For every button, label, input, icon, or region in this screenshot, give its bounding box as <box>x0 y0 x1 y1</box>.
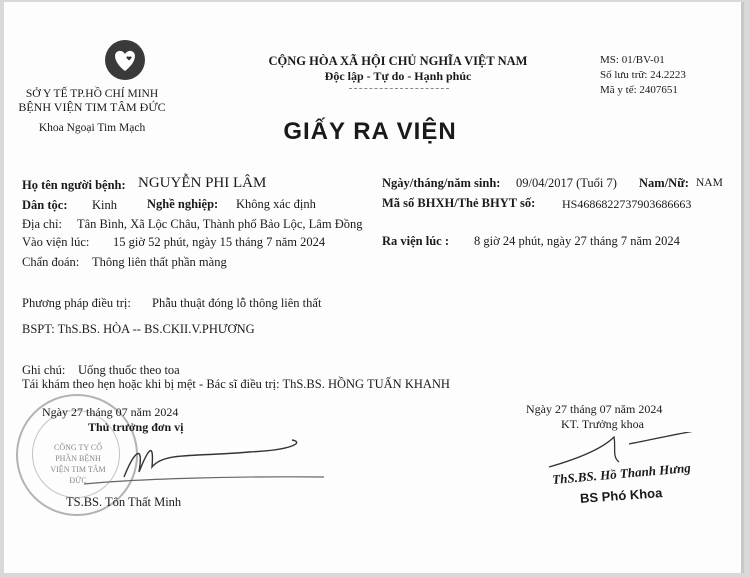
discharge-time: 8 giờ 24 phút, ngày 27 tháng 7 năm 2024 <box>474 234 680 248</box>
national-title: CỘNG HÒA XÃ HỘI CHỦ NGHĨA VIỆT NAM <box>268 54 528 68</box>
occupation: Không xác định <box>236 197 316 211</box>
left-signature <box>54 432 324 492</box>
ethnicity-label: Dân tộc: <box>22 198 68 212</box>
page-title: GIẤY RA VIỆN <box>283 118 457 145</box>
left-sign-role: Thủ trưởng đơn vị <box>88 420 184 434</box>
left-signer-name: TS.BS. Tôn Thất Minh <box>66 495 182 509</box>
department-of-health: SỞ Y TẾ TP.HỒ CHÍ MINH <box>25 88 159 100</box>
address-label: Địa chỉ: <box>22 217 62 231</box>
admission-time: 15 giờ 52 phút, ngày 15 tháng 7 năm 2024 <box>113 235 326 249</box>
address: Tân Bình, Xã Lộc Châu, Thành phố Bảo Lộc, Lâm Đồng <box>77 217 363 231</box>
dob: 09/04/2017 (Tuổi 7) <box>516 176 617 190</box>
followup-note: Tái khám theo hẹn hoặc khi bị mệt - Bác sĩ điều trị: ThS.BS. HỒNG TUẤN KHANH <box>22 377 450 391</box>
insurance-label: Mã số BHXH/Thẻ BHYT số: <box>382 196 536 210</box>
admission-label: Vào viện lúc: <box>22 235 90 249</box>
national-motto: Độc lập - Tự do - Hạnh phúc <box>324 69 472 83</box>
divider <box>349 88 449 89</box>
discharge-label: Ra viện lúc : <box>382 234 450 248</box>
right-sign-date: Ngày 27 tháng 07 năm 2024 <box>526 402 663 416</box>
archive-number: Số lưu trữ: 24.2223 <box>600 69 686 81</box>
sex-label: Nam/Nữ: <box>639 176 689 190</box>
patient-name: NGUYỄN PHI LÂM <box>138 175 267 191</box>
sex: NAM <box>696 177 723 189</box>
patient-name-label: Họ tên người bệnh: <box>22 178 126 192</box>
notes-text: Uống thuốc theo toa <box>78 363 180 377</box>
department-name: Khoa Ngoại Tim Mạch <box>38 122 146 134</box>
insurance-number: HS4686822737903686663 <box>562 197 692 211</box>
treatment-label: Phương pháp điều trị: <box>22 296 131 310</box>
form-code: MS: 01/BV-01 <box>600 54 665 66</box>
right-sign-role: KT. Trưởng khoa <box>561 417 644 431</box>
surgeons: BSPT: ThS.BS. HÒA -- BS.CKII.V.PHƯƠNG <box>22 322 255 336</box>
right-signer-name: ThS.BS. Hồ Thanh Hưng <box>551 459 692 488</box>
discharge-paper <box>4 2 744 573</box>
medical-id: Mã y tế: 2407651 <box>600 84 678 96</box>
right-signer-title: BS Phó Khoa <box>579 485 663 506</box>
occupation-label: Nghề nghiệp: <box>147 197 219 211</box>
notes-label: Ghi chú: <box>22 363 66 377</box>
diagnosis-label: Chẩn đoán: <box>22 255 80 269</box>
ethnicity: Kinh <box>92 198 117 212</box>
stamp-text: CÔNG TY CỔ PHẦN BỆNH VIỆN TIM TÂM ĐỨC <box>50 443 106 485</box>
hospital-name: BỆNH VIỆN TIM TÂM ĐỨC <box>18 100 166 114</box>
dob-label: Ngày/tháng/năm sinh: <box>382 176 501 190</box>
left-sign-date: Ngày 27 tháng 07 năm 2024 <box>42 405 179 419</box>
heart-logo-icon <box>105 40 145 80</box>
treatment-method: Phẫu thuật đóng lỗ thông liên thất <box>152 296 322 310</box>
diagnosis: Thông liên thất phần màng <box>92 255 227 269</box>
